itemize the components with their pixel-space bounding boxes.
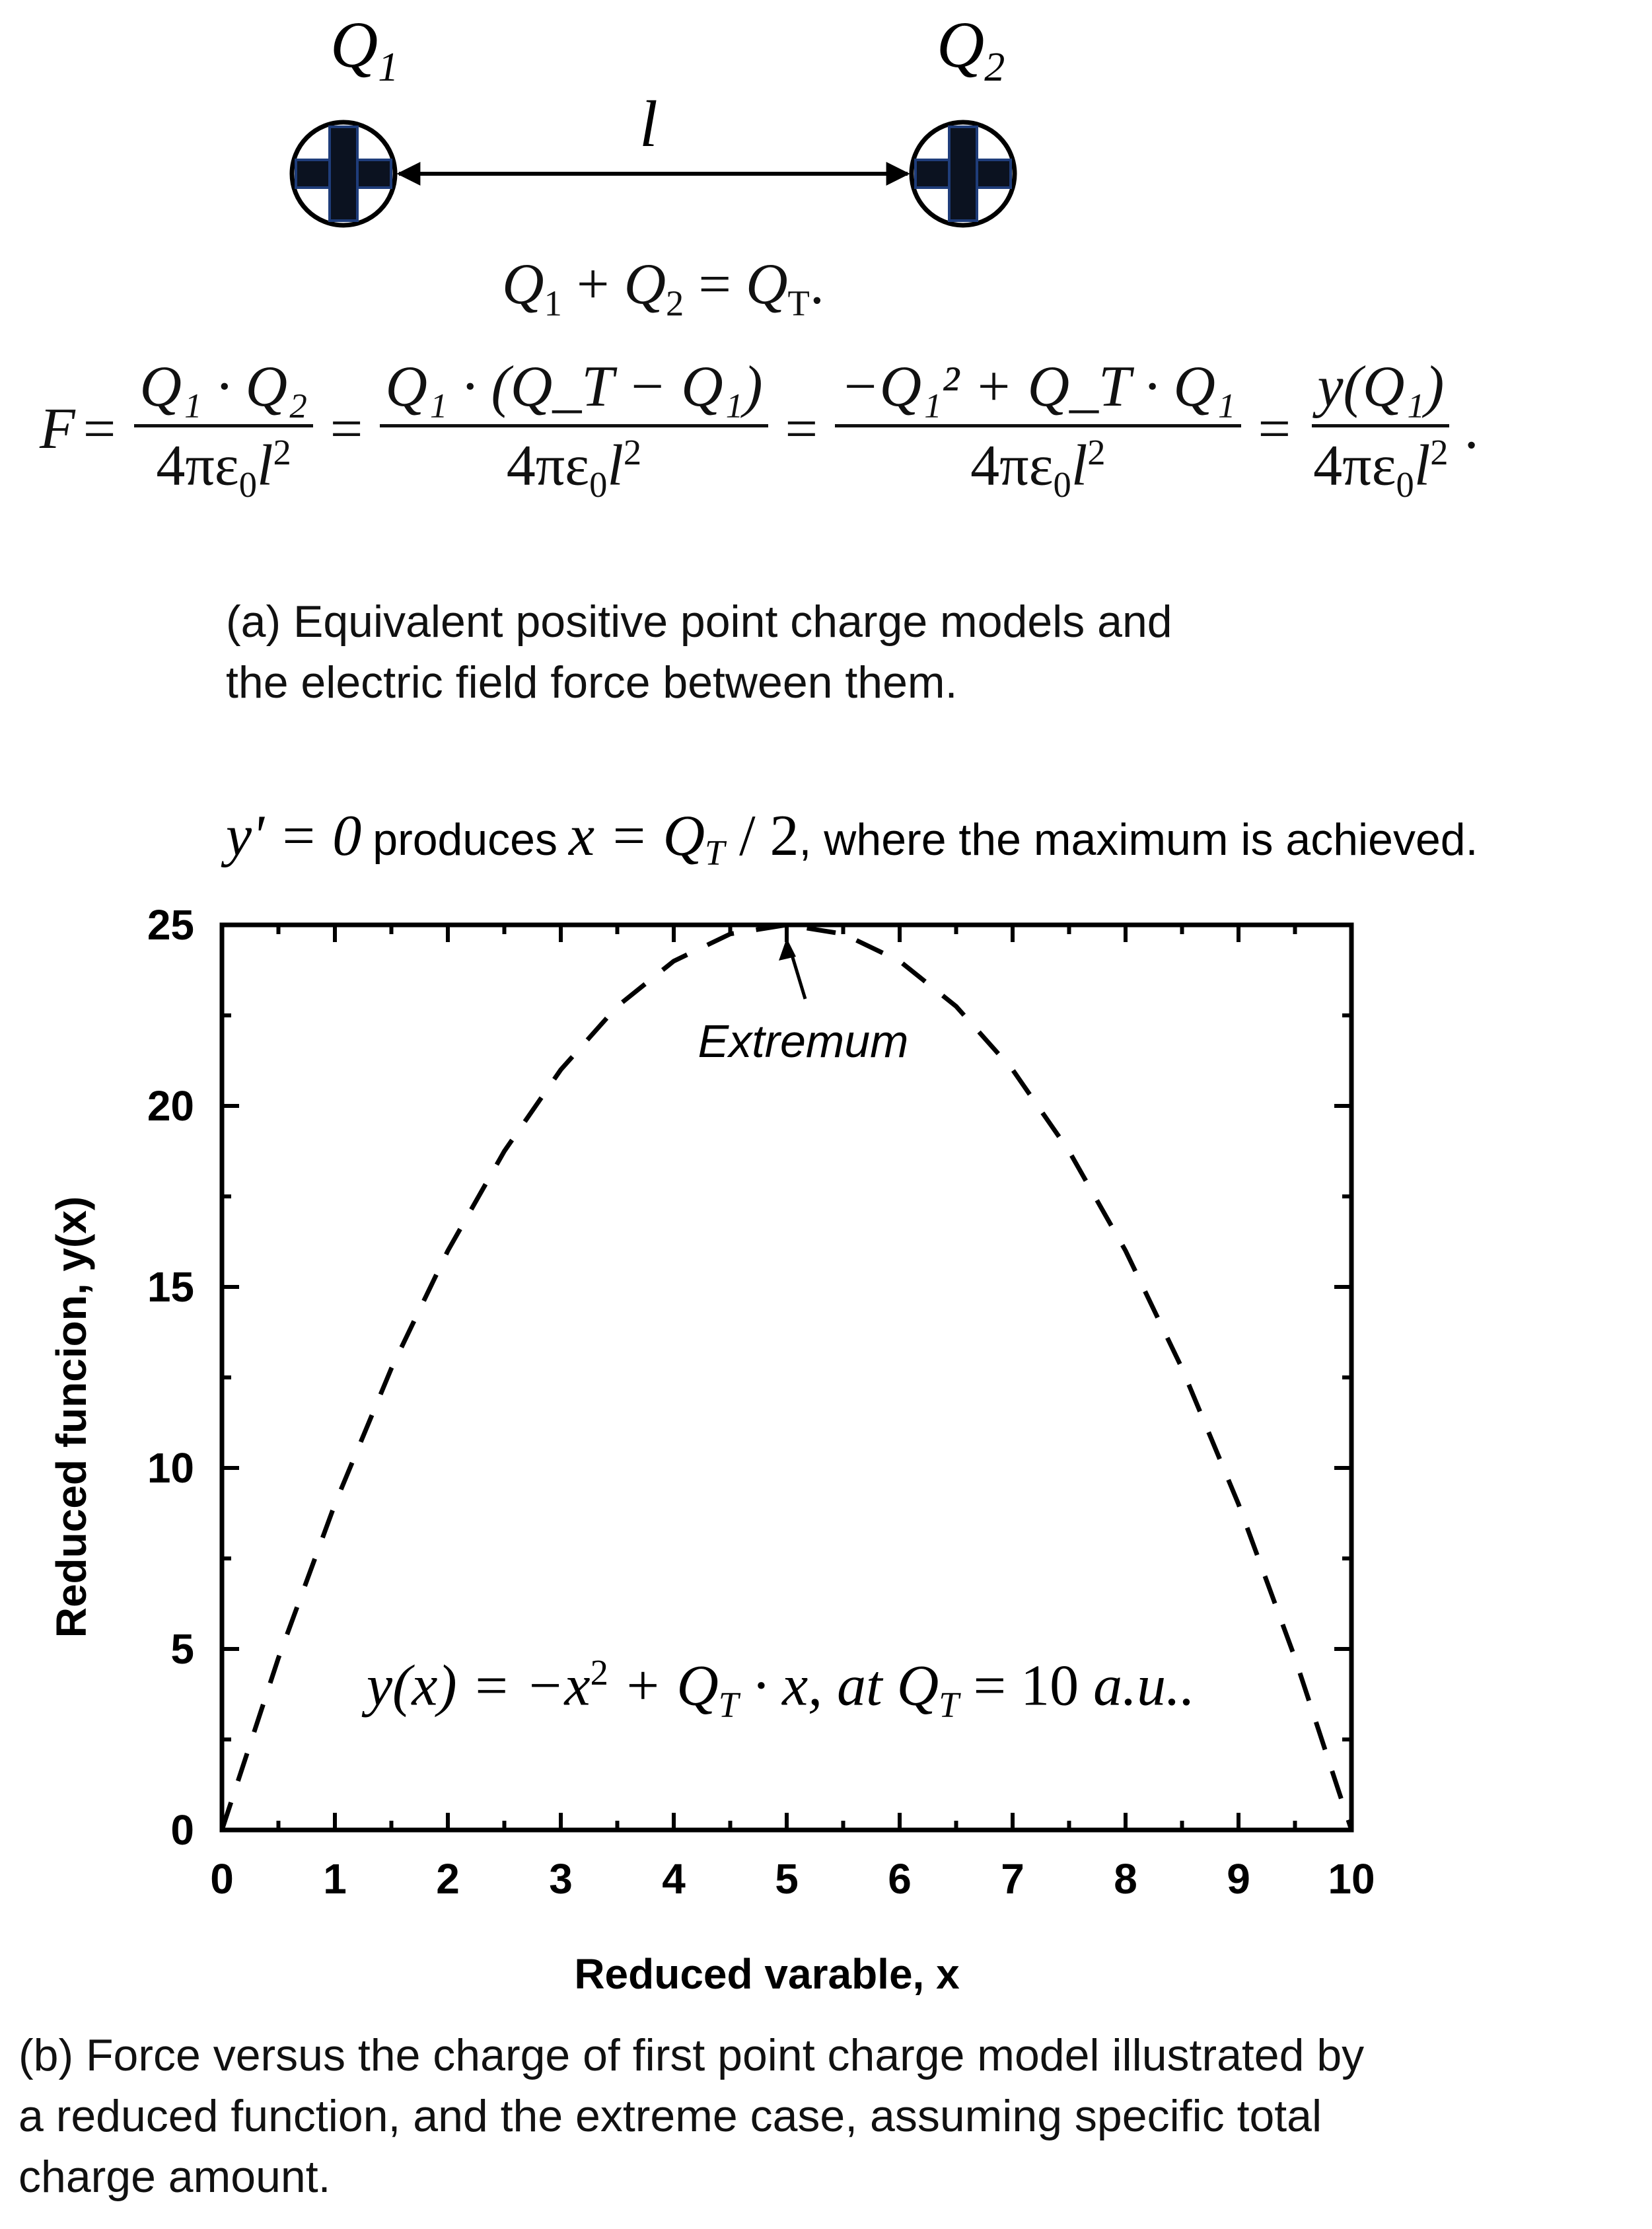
x-tick-label: 7 — [1001, 1855, 1024, 1903]
extremum-label: Extremum — [698, 1015, 909, 1067]
x-tick-label: 0 — [210, 1855, 234, 1903]
x-tick-label: 10 — [1328, 1855, 1375, 1903]
caption-b: (b) Force versus the charge of first point charge model illustrated by a reduced function, and the extreme case, assuming specific total charge amount. — [18, 2030, 1365, 2202]
y-tick-label: 20 — [147, 1082, 194, 1130]
x-tick-label: 1 — [323, 1855, 347, 1903]
charge2-plus-icon — [912, 122, 1015, 225]
y-tick-label: 15 — [147, 1263, 194, 1311]
x-tick-label: 8 — [1114, 1855, 1137, 1903]
force-equation: F = $\frac{\text{Q₁ · Q₂}}{4\pi\varepsilon_0l^2}$ = $\frac{\text{Q₁ · (Q\_T − Q₁)}}{4\pi\varepsilon_0l^2}$ = $\frac{\text{−Q₁² + Q\_T · Q₁}}{4\pi\varepsilon_0l^2}$ = $\frac{\text{y(Q₁)}}{4\pi\varepsilon_0l^2}$ . — [40, 355, 1479, 505]
maximum-condition: y' = 0 produces $x = Q_T / 2$, where the maximum is achieved. — [226, 804, 1478, 873]
y-tick-label: 0 — [170, 1806, 194, 1854]
extremum-arrow — [779, 938, 805, 999]
x-tick-label: 4 — [662, 1855, 686, 1903]
chart — [0, 885, 1652, 2008]
charge1-plus-icon — [292, 122, 395, 225]
x-tick-label: 6 — [888, 1855, 912, 1903]
y-axis-label: Reduced funcion, y(x) — [48, 1196, 95, 1638]
force-fraction-4: $\frac{\text{y(Q₁)}}{4\pi\varepsilon_0l^2}$ — [1313, 355, 1449, 505]
y-tick-label: 25 — [147, 901, 194, 949]
sum-equation: $Q_1 + Q_2 = Q_T$. — [502, 252, 824, 324]
formula-annotation: $y(x) = -x^2 + Q_T \cdot x$, at $Q_T = 10$ a.u.. — [367, 1652, 1196, 1725]
distance-label: l — [639, 87, 658, 161]
y-tick-label: 5 — [170, 1625, 194, 1673]
force-fraction-1: $\frac{\text{Q₁ · Q₂}}{4\pi\varepsilon_0l^2}$ — [134, 353, 312, 505]
x-tick-label: 5 — [775, 1855, 799, 1903]
x-axis-label: Reduced varable, x — [574, 1950, 960, 1998]
caption-a: (a) Equivalent positive point charge models and the electric field force between them. — [226, 597, 1172, 708]
y-tick-label: 10 — [147, 1444, 194, 1492]
charge-diagram — [0, 0, 1652, 264]
x-tick-label: 3 — [549, 1855, 573, 1903]
force-fraction-3: $\frac{\text{−Q₁² + Q\_T · Q₁}}{4\pi\varepsilon_0l^2}$ — [835, 353, 1240, 505]
x-tick-label: 2 — [436, 1855, 460, 1903]
charge2-label: $Q_2$ — [937, 8, 1005, 90]
x-tick-label: 9 — [1227, 1855, 1250, 1903]
charge1-label: $Q_1$ — [330, 8, 399, 90]
force-fraction-2: $\frac{\text{Q₁ · (Q\_T − Q₁)}}{4\pi\varepsilon_0l^2}$ — [380, 353, 768, 505]
